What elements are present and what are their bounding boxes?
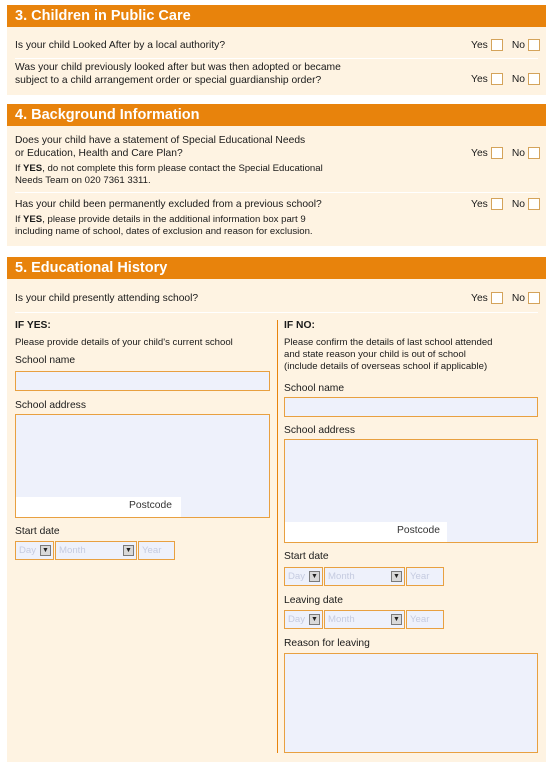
attending-yes-checkbox[interactable] bbox=[491, 292, 503, 304]
chevron-down-icon[interactable]: ▼ bbox=[40, 545, 51, 556]
section-children-in-public-care bbox=[7, 5, 546, 95]
looked-after-yes-checkbox[interactable] bbox=[491, 39, 503, 51]
reason-for-leaving-textarea[interactable] bbox=[284, 653, 538, 753]
leaving-date-label: Leaving date bbox=[284, 595, 343, 606]
postcode-label: Postcode bbox=[397, 525, 440, 536]
school-address-label: School address bbox=[15, 400, 86, 411]
no-label: No bbox=[511, 73, 525, 85]
section-5-title: 5. Educational History bbox=[7, 257, 546, 279]
previously-looked-after-yes-no bbox=[471, 73, 540, 85]
school-name-label: School name bbox=[15, 355, 76, 366]
leaving-year-input[interactable]: Year bbox=[406, 610, 444, 629]
leaving-day-select[interactable]: Day ▼ bbox=[284, 610, 323, 629]
leaving-month-select[interactable]: Month ▼ bbox=[324, 610, 405, 629]
section-background-information bbox=[7, 104, 546, 246]
excluded-yes-checkbox[interactable] bbox=[491, 198, 503, 210]
chevron-down-icon[interactable]: ▼ bbox=[391, 571, 402, 582]
yes-label: Yes bbox=[471, 198, 488, 210]
start-year-input[interactable]: Year bbox=[138, 541, 175, 560]
last-school-name-input[interactable] bbox=[284, 397, 538, 417]
school-name-input[interactable] bbox=[15, 371, 270, 391]
looked-after-question: Is your child Looked After by a local authority? bbox=[15, 40, 226, 51]
previously-looked-after-question: Was your child previously looked after but was then adopted or became subject to a child arrangement order or special guardianship order? bbox=[15, 62, 341, 86]
attending-no-checkbox[interactable] bbox=[528, 292, 540, 304]
sen-yes-checkbox[interactable] bbox=[491, 147, 503, 159]
excluded-note: If YES, please provide details in the additional information box part 9 including name of school, dates of exclusion and reason for exclusion. bbox=[15, 214, 313, 237]
sen-note: If YES, do not complete this form please contact the Special Educational Needs Team on 020 7361 3311. bbox=[15, 163, 323, 186]
column-divider bbox=[277, 320, 278, 753]
start-date-label: Start date bbox=[15, 526, 60, 537]
reason-for-leaving-label: Reason for leaving bbox=[284, 638, 370, 649]
excluded-yes-no bbox=[471, 198, 540, 210]
section-educational-history bbox=[7, 257, 546, 762]
sen-yes-no bbox=[471, 147, 540, 159]
last-start-month-select[interactable]: Month ▼ bbox=[324, 567, 405, 586]
section-4-title: 4. Background Information bbox=[7, 104, 546, 126]
start-day-select[interactable]: Day ▼ bbox=[15, 541, 54, 560]
chevron-down-icon[interactable]: ▼ bbox=[309, 614, 320, 625]
divider bbox=[15, 192, 538, 193]
last-start-day-select[interactable]: Day ▼ bbox=[284, 567, 323, 586]
no-label: No bbox=[511, 147, 525, 159]
chevron-down-icon[interactable]: ▼ bbox=[309, 571, 320, 582]
last-start-year-input[interactable]: Year bbox=[406, 567, 444, 586]
previously-looked-after-yes-checkbox[interactable] bbox=[491, 73, 503, 85]
last-start-date-label: Start date bbox=[284, 551, 329, 562]
chevron-down-icon[interactable]: ▼ bbox=[123, 545, 134, 556]
if-no-description: Please confirm the details of last school attended and state reason your child is out of school (include details of overseas school if applicable) bbox=[284, 337, 493, 372]
no-label: No bbox=[511, 198, 525, 210]
yes-label: Yes bbox=[471, 73, 488, 85]
if-yes-description: Please provide details of your child's current school bbox=[15, 337, 233, 348]
school-address-textarea[interactable] bbox=[15, 414, 270, 518]
yes-label: Yes bbox=[471, 292, 488, 304]
looked-after-no-checkbox[interactable] bbox=[528, 39, 540, 51]
sen-question: Does your child have a statement of Special Educational Needs or Education, Health and Care Plan? bbox=[15, 135, 306, 159]
no-label: No bbox=[511, 39, 525, 51]
last-school-address-label: School address bbox=[284, 425, 355, 436]
previously-looked-after-no-checkbox[interactable] bbox=[528, 73, 540, 85]
section-3-title: 3. Children in Public Care bbox=[7, 5, 546, 27]
yes-label: Yes bbox=[471, 147, 488, 159]
sen-no-checkbox[interactable] bbox=[528, 147, 540, 159]
if-no-heading: IF NO: bbox=[284, 320, 315, 331]
postcode-label: Postcode bbox=[129, 500, 172, 511]
no-label: No bbox=[511, 292, 525, 304]
looked-after-yes-no bbox=[471, 39, 540, 51]
last-school-name-label: School name bbox=[284, 383, 345, 394]
attending-school-yes-no bbox=[471, 292, 540, 304]
attending-school-question: Is your child presently attending school? bbox=[15, 293, 199, 304]
start-month-select[interactable]: Month ▼ bbox=[55, 541, 137, 560]
last-school-address-textarea[interactable] bbox=[284, 439, 538, 543]
divider bbox=[15, 58, 538, 59]
chevron-down-icon[interactable]: ▼ bbox=[391, 614, 402, 625]
yes-label: Yes bbox=[471, 39, 488, 51]
divider bbox=[15, 312, 538, 313]
if-yes-heading: IF YES: bbox=[15, 320, 51, 331]
excluded-question: Has your child been permanently excluded from a previous school? bbox=[15, 199, 322, 210]
excluded-no-checkbox[interactable] bbox=[528, 198, 540, 210]
